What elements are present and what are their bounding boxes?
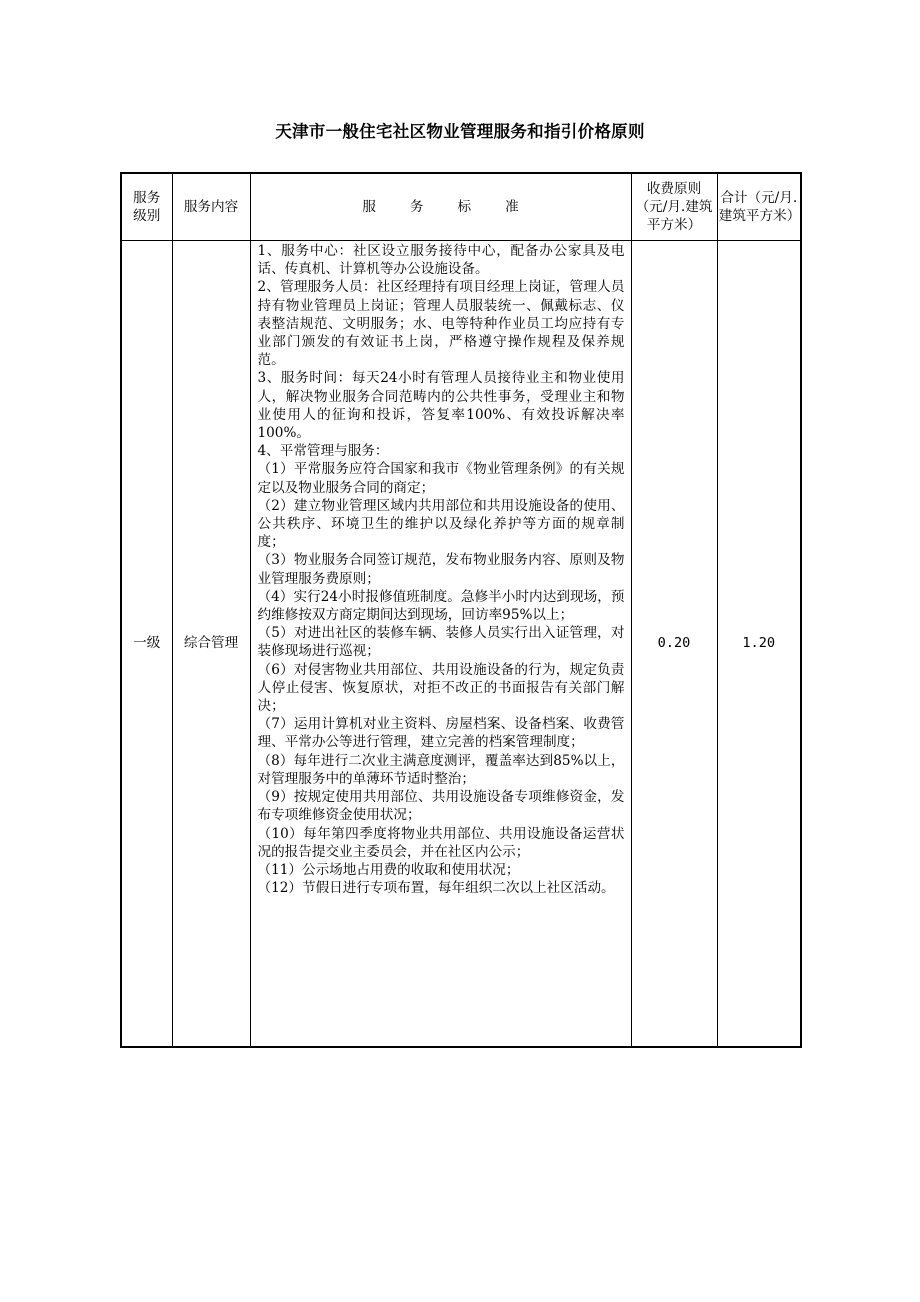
standard-line: （10）每年第四季度将物业共用部位、共用设施设备运营状况的报告提交业主委员会，并在社区内公示； xyxy=(257,825,625,860)
standard-line: （6）对侵害物业共用部位、共用设施设备的行为，规定负责人停止侵害、恢复原状，对拒不改正的书面报告有关部门解决； xyxy=(257,661,625,715)
standard-line: （11）公示场地占用费的收取和使用状况； xyxy=(257,861,520,878)
standard-line: 1、服务中心：社区设立服务接待中心，配备办公家具及电话、传真机、计算机等办公设施设备。 xyxy=(257,243,625,278)
header-service-level: 服务级别 xyxy=(121,173,172,241)
cell-service-standard xyxy=(250,241,631,1048)
standard-line: （2）建立物业管理区域内共用部位和共用设施设备的使用、公共秩序、环境卫生的维护以及绿化养护等方面的规章制度； xyxy=(257,497,625,551)
cell-service-level: 一级 xyxy=(121,241,172,1048)
standard-line: 4、平常管理与服务： xyxy=(257,443,389,460)
header-fee-standard: 收费原则（元/月.建筑平方米） xyxy=(631,173,717,241)
service-standard-table xyxy=(120,172,802,1048)
standard-line: （3）物业服务合同签订规范，发布物业服务内容、原则及物业管理服务费原则； xyxy=(257,552,625,587)
document-title: 天津市一般住宅社区物业管理服务和指引价格原则 xyxy=(275,122,645,141)
standard-line: 3、服务时间：每天24小时有管理人员接待业主和物业使用人，解决物业服务合同范畴内的公共性事务，受理业主和物业使用人的征询和投诉，答复率100%、有效投诉解决率100%。 xyxy=(257,370,625,442)
cell-total-value: 1.20 xyxy=(717,241,801,1048)
table-header-row xyxy=(121,173,801,241)
standard-line: 2、管理服务人员：社区经理持有项目经理上岗证，管理人员持有物业管理员上岗证；管理人员服装统一、佩戴标志、仪表整洁规范、文明服务；水、电等特种作业员工均应持有专业部门颁发的有效证书上岗，严格遵守操作规程及保养规范。 xyxy=(257,279,625,369)
standard-line: （8）每年进行二次业主满意度测评，覆盖率达到85%以上，对管理服务中的单薄环节适时整治； xyxy=(257,752,625,787)
cell-service-content: 综合管理 xyxy=(172,241,250,1048)
table-row xyxy=(121,241,801,1048)
cell-fee-value: 0.20 xyxy=(631,241,717,1048)
standard-line: （12）节假日进行专项布置，每年组织二次以上社区活动。 xyxy=(257,880,615,897)
standard-line: （7）运用计算机对业主资料、房屋档案、设备档案、收费管理、平常办公等进行管理，建立完善的档案管理制度； xyxy=(257,716,625,751)
header-service-standard: 服 务 标 准 xyxy=(250,173,631,241)
header-service-content: 服务内容 xyxy=(172,173,250,241)
header-total: 合计（元/月.建筑平方米） xyxy=(717,173,801,241)
standard-line: （1）平常服务应符合国家和我市《物业管理条例》的有关规定以及物业服务合同的商定； xyxy=(257,461,625,496)
standard-line: （5）对进出社区的装修车辆、装修人员实行出入证管理，对装修现场进行巡视； xyxy=(257,625,625,660)
standard-line: （4）实行24小时报修值班制度。急修半小时内达到现场，预约维修按双方商定期间达到现场，回访率95%以上； xyxy=(257,588,625,624)
standard-line: （9）按规定使用共用部位、共用设施设备专项维修资金，发布专项维修资金使用状况； xyxy=(257,789,625,824)
